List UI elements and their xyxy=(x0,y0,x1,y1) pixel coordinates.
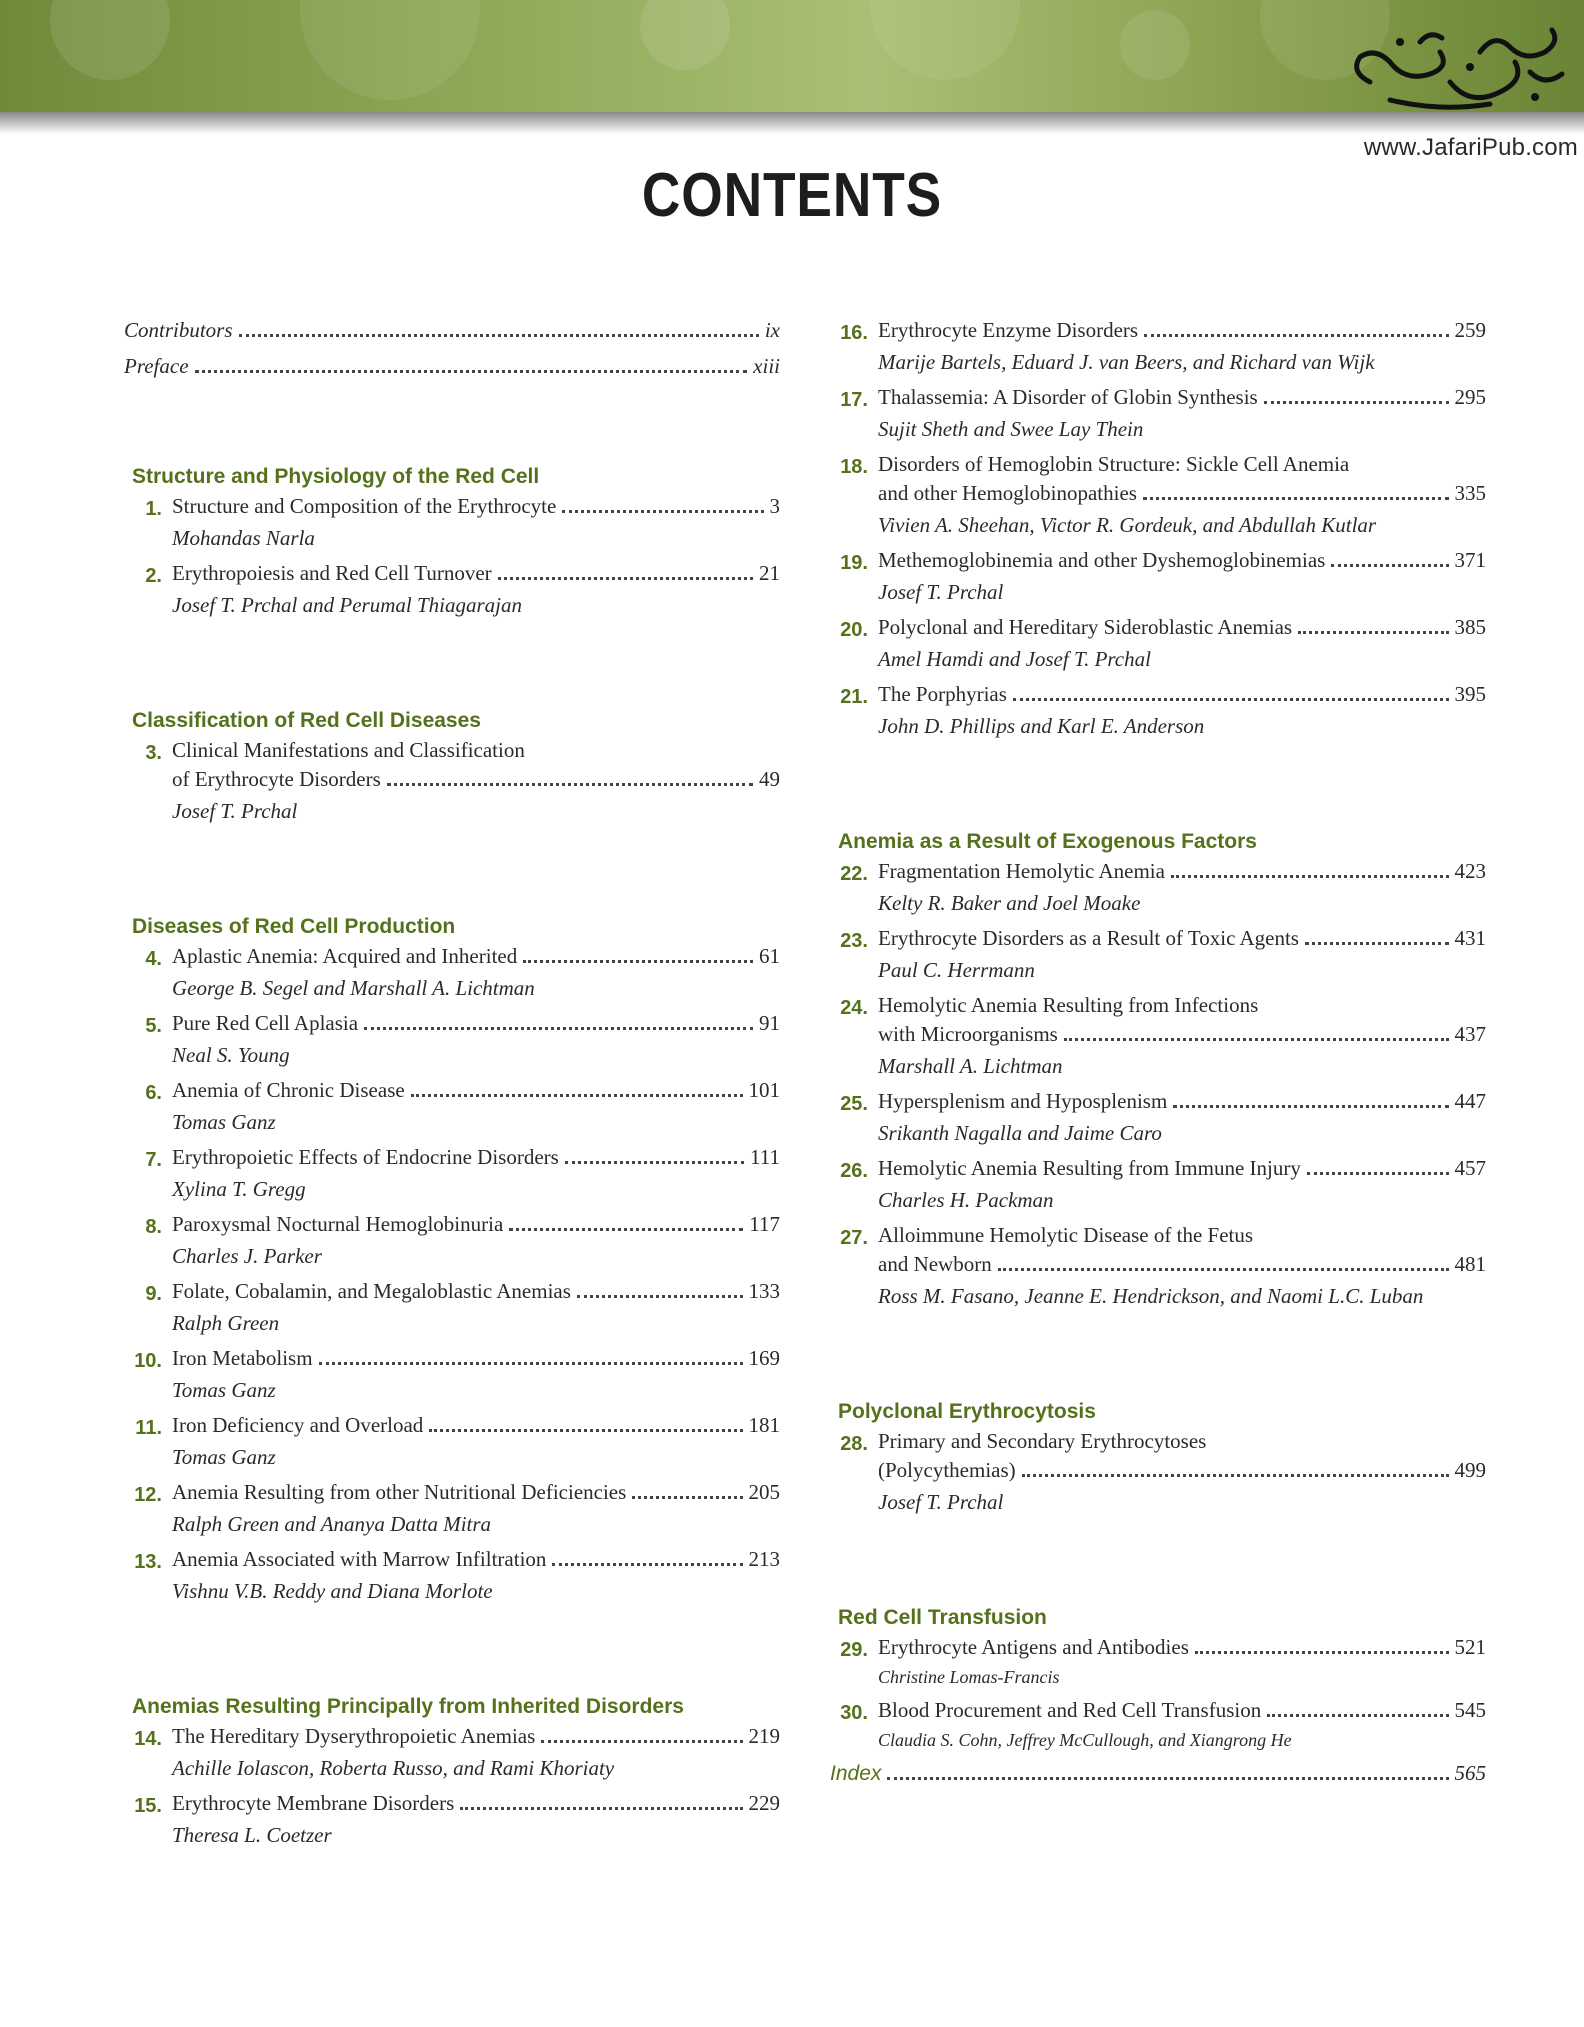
toc-entry[interactable] xyxy=(124,944,780,1011)
chapter-number: 19. xyxy=(840,552,868,574)
chapter-authors: Josef T. Prchal xyxy=(878,580,1004,604)
chapter-title: Hypersplenism and Hyposplenism xyxy=(878,1089,1168,1113)
toc-entry[interactable] xyxy=(124,494,780,561)
chapter-number: 12. xyxy=(134,1484,162,1506)
dot-leader xyxy=(887,1769,1448,1780)
front-matter-title: Preface xyxy=(124,354,189,378)
chapter-number: 18. xyxy=(840,456,868,478)
chapter-authors: Marshall A. Lichtman xyxy=(878,1054,1063,1078)
chapter-title-line[interactable] xyxy=(172,767,780,796)
chapter-title: Erythropoietic Effects of Endocrine Disorders xyxy=(172,1145,559,1169)
toc-entry[interactable] xyxy=(124,1078,780,1145)
chapter-title: Methemoglobinemia and other Dyshemoglobinemias xyxy=(878,548,1326,572)
chapter-authors: Kelty R. Baker and Joel Moake xyxy=(878,891,1141,915)
chapter-authors: Christine Lomas-Francis xyxy=(878,1667,1060,1687)
toc-entry[interactable] xyxy=(830,993,1486,1089)
section-heading: Structure and Physiology of the Red Cell xyxy=(132,465,540,488)
chapter-title-line[interactable] xyxy=(172,1413,780,1442)
page-number: 169 xyxy=(748,1346,780,1370)
chapter-title-line[interactable] xyxy=(878,859,1486,888)
dot-leader xyxy=(1305,934,1449,945)
toc-entry[interactable] xyxy=(124,561,780,628)
chapter-title: Anemia of Chronic Disease xyxy=(172,1078,405,1102)
front-matter-entry[interactable] xyxy=(124,354,780,390)
chapter-title-line[interactable] xyxy=(172,1724,780,1753)
toc-entry[interactable] xyxy=(830,1635,1486,1698)
chapter-number: 24. xyxy=(840,997,868,1019)
chapter-title: Structure and Composition of the Erythrocyte xyxy=(172,494,557,518)
dot-leader xyxy=(632,1488,742,1499)
dot-leader xyxy=(411,1086,743,1097)
chapter-title: Pure Red Cell Aplasia xyxy=(172,1011,359,1035)
chapter-number: 8. xyxy=(145,1216,162,1238)
section-heading: Classification of Red Cell Diseases xyxy=(132,709,481,732)
dot-leader xyxy=(319,1354,743,1365)
chapter-title: and other Hemoglobinopathies xyxy=(878,481,1137,505)
toc-entry[interactable] xyxy=(124,1724,780,1791)
chapter-authors: Vishnu V.B. Reddy and Diana Morlote xyxy=(172,1579,493,1603)
chapter-title: Thalassemia: A Disorder of Globin Synthesis xyxy=(878,385,1258,409)
chapter-title-line[interactable] xyxy=(172,1547,780,1576)
chapter-authors: Vivien A. Sheehan, Victor R. Gordeuk, and Abdullah Kutlar xyxy=(878,513,1377,537)
chapter-authors: Mohandas Narla xyxy=(172,526,315,550)
page-number: 437 xyxy=(1454,1022,1486,1046)
dot-leader xyxy=(509,1220,743,1231)
chapter-title: with Microorganisms xyxy=(878,1022,1058,1046)
toc-entry[interactable] xyxy=(124,1791,780,1858)
section-gap xyxy=(124,1614,780,1690)
chapter-title-line[interactable] xyxy=(878,1635,1486,1664)
chapter-authors: Charles J. Parker xyxy=(172,1244,322,1268)
toc-entry[interactable] xyxy=(124,1279,780,1346)
toc-entry[interactable] xyxy=(124,738,780,834)
toc-entry[interactable] xyxy=(124,1346,780,1413)
dot-leader xyxy=(1267,1706,1448,1717)
chapter-authors: Josef T. Prchal xyxy=(878,1490,1004,1514)
dot-leader xyxy=(1331,556,1448,567)
page-number: xiii xyxy=(753,354,780,378)
dot-leader xyxy=(498,569,753,580)
chapter-number: 11. xyxy=(135,1417,162,1439)
chapter-title-line[interactable] xyxy=(172,1011,780,1040)
chapter-authors: Achille Iolascon, Roberta Russo, and Rami Khoriaty xyxy=(172,1756,615,1780)
page-number: 521 xyxy=(1454,1635,1486,1659)
section-gap xyxy=(124,390,780,460)
chapter-title-line xyxy=(878,452,1486,481)
page-number: 259 xyxy=(1454,318,1486,342)
chapter-title-line[interactable] xyxy=(878,1022,1486,1051)
chapter-title-line xyxy=(878,1223,1486,1252)
chapter-title-line[interactable] xyxy=(172,1480,780,1509)
toc-entry[interactable] xyxy=(124,1212,780,1279)
toc-entry[interactable] xyxy=(830,1089,1486,1156)
chapter-number: 15. xyxy=(134,1795,162,1817)
chapter-number: 5. xyxy=(145,1015,162,1037)
chapter-title: Anemia Associated with Marrow Infiltration xyxy=(172,1547,547,1571)
toc-entry[interactable] xyxy=(830,615,1486,682)
chapter-title: Iron Deficiency and Overload xyxy=(172,1413,424,1437)
chapter-title-line[interactable] xyxy=(878,1089,1486,1118)
front-matter-entry[interactable] xyxy=(124,318,780,354)
chapter-authors: Amel Hamdi and Josef T. Prchal xyxy=(878,647,1151,671)
chapter-title: Fragmentation Hemolytic Anemia xyxy=(878,859,1165,883)
chapter-title-line xyxy=(172,738,780,767)
chapter-title-line[interactable] xyxy=(878,385,1486,414)
dot-leader xyxy=(387,775,753,786)
chapter-authors: Tomas Ganz xyxy=(172,1445,276,1469)
dot-leader xyxy=(1144,326,1448,337)
chapter-authors: Ralph Green xyxy=(172,1311,280,1335)
page-number: 457 xyxy=(1454,1156,1486,1180)
chapter-number: 10. xyxy=(134,1350,162,1372)
section-heading: Diseases of Red Cell Production xyxy=(132,915,456,938)
chapter-number: 27. xyxy=(840,1227,868,1249)
chapter-number: 13. xyxy=(134,1551,162,1573)
chapter-title-line[interactable] xyxy=(878,481,1486,510)
index-title: Index xyxy=(830,1762,882,1785)
section-gap xyxy=(124,834,780,910)
chapter-number: 21. xyxy=(840,686,868,708)
chapter-authors: George B. Segel and Marshall A. Lichtman xyxy=(172,976,535,1000)
banner-bubble xyxy=(640,0,730,70)
dot-leader xyxy=(552,1555,742,1566)
dot-leader xyxy=(429,1421,742,1432)
toc-entry[interactable] xyxy=(830,452,1486,548)
toc-entry[interactable] xyxy=(830,548,1486,615)
page-number: 447 xyxy=(1454,1089,1486,1113)
jafaripub-logo-icon xyxy=(1330,12,1570,130)
chapter-title-line[interactable] xyxy=(172,561,780,590)
page-number: 3 xyxy=(769,494,780,518)
banner-bubble xyxy=(50,0,170,80)
page-number: 111 xyxy=(750,1145,780,1169)
chapter-title-line[interactable] xyxy=(172,1078,780,1107)
toc-entry[interactable] xyxy=(830,1698,1486,1761)
dot-leader xyxy=(1298,623,1448,634)
front-matter-title: Contributors xyxy=(124,318,233,342)
chapter-title: Primary and Secondary Erythrocytoses xyxy=(878,1429,1207,1453)
chapter-number: 1. xyxy=(145,498,162,520)
page-number: 219 xyxy=(748,1724,780,1748)
chapter-title-line[interactable] xyxy=(878,1252,1486,1281)
chapter-number: 25. xyxy=(840,1093,868,1115)
toc-entry[interactable] xyxy=(124,1413,780,1480)
chapter-title-line[interactable] xyxy=(172,1212,780,1241)
page-number: 385 xyxy=(1454,615,1486,639)
dot-leader xyxy=(1195,1643,1449,1654)
toc-left-column xyxy=(124,318,780,1858)
toc-entry[interactable] xyxy=(124,1145,780,1212)
dot-leader xyxy=(541,1732,742,1743)
banner-bubble xyxy=(300,0,480,100)
chapter-title: Alloimmune Hemolytic Disease of the Fetus xyxy=(878,1223,1254,1247)
chapter-title-line[interactable] xyxy=(172,1346,780,1375)
chapter-title: (Polycythemias) xyxy=(878,1458,1016,1482)
dot-leader xyxy=(577,1287,743,1298)
dot-leader xyxy=(565,1153,744,1164)
toc-entry[interactable] xyxy=(830,926,1486,993)
chapter-title-line[interactable] xyxy=(878,318,1486,347)
chapter-number: 30. xyxy=(840,1702,868,1724)
dot-leader xyxy=(1064,1030,1449,1041)
chapter-authors: Sujit Sheth and Swee Lay Thein xyxy=(878,417,1144,441)
chapter-authors: Tomas Ganz xyxy=(172,1378,276,1402)
toc-entry[interactable] xyxy=(830,318,1486,385)
page-number: 61 xyxy=(759,944,780,968)
page-number: 395 xyxy=(1454,682,1486,706)
chapter-title: Erythrocyte Enzyme Disorders xyxy=(878,318,1139,342)
page-number: 565 xyxy=(1454,1761,1486,1785)
chapter-authors: Ross M. Fasano, Jeanne E. Hendrickson, and Naomi L.C. Luban xyxy=(878,1284,1424,1308)
chapter-title: Hemolytic Anemia Resulting from Immune Injury xyxy=(878,1156,1301,1180)
page-number: 423 xyxy=(1454,859,1486,883)
dot-leader xyxy=(998,1260,1449,1271)
chapter-number: 17. xyxy=(840,389,868,411)
chapter-number: 22. xyxy=(840,863,868,885)
dot-leader xyxy=(1173,1097,1448,1108)
page-number: 545 xyxy=(1454,1698,1486,1722)
chapter-title-line[interactable] xyxy=(878,1156,1486,1185)
page-number: 21 xyxy=(759,561,780,585)
page-number: ix xyxy=(764,318,780,342)
chapter-number: 20. xyxy=(840,619,868,641)
chapter-title-line[interactable] xyxy=(878,926,1486,955)
chapter-title-line[interactable] xyxy=(172,944,780,973)
chapter-title-line[interactable] xyxy=(878,1458,1486,1487)
page-number: 499 xyxy=(1454,1458,1486,1482)
toc-entry[interactable] xyxy=(830,1156,1486,1223)
chapter-number: 16. xyxy=(840,322,868,344)
chapter-number: 29. xyxy=(840,1639,868,1661)
chapter-title: and Newborn xyxy=(878,1252,992,1276)
chapter-number: 4. xyxy=(145,948,162,970)
chapter-number: 23. xyxy=(840,930,868,952)
chapter-title: Polyclonal and Hereditary Sideroblastic Anemias xyxy=(878,615,1293,639)
chapter-title-line[interactable] xyxy=(878,682,1486,711)
chapter-authors: Neal S. Young xyxy=(172,1043,290,1067)
chapter-authors: Claudia S. Cohn, Jeffrey McCullough, and Xiangrong He xyxy=(878,1730,1292,1750)
dot-leader xyxy=(195,362,748,373)
chapter-title-line[interactable] xyxy=(878,615,1486,644)
toc-right-column xyxy=(830,318,1486,1797)
chapter-title: Clinical Manifestations and Classification xyxy=(172,738,525,762)
chapter-title-line[interactable] xyxy=(172,1791,780,1820)
chapter-title: Iron Metabolism xyxy=(172,1346,313,1370)
chapter-title-line xyxy=(878,993,1486,1022)
section-heading: Anemia as a Result of Exogenous Factors xyxy=(838,830,1257,853)
chapter-title-line[interactable] xyxy=(172,1279,780,1308)
toc-entry[interactable] xyxy=(830,859,1486,926)
section-gap xyxy=(830,1525,1486,1601)
chapter-title: Disorders of Hemoglobin Structure: Sickle Cell Anemia xyxy=(878,452,1350,476)
banner-bubble xyxy=(1120,10,1190,80)
chapter-number: 7. xyxy=(145,1149,162,1171)
dot-leader xyxy=(1013,690,1449,701)
chapter-number: 6. xyxy=(145,1082,162,1104)
toc-entry[interactable] xyxy=(830,682,1486,749)
section-gap xyxy=(830,749,1486,825)
dot-leader xyxy=(523,952,753,963)
chapter-title: Anemia Resulting from other Nutritional Deficiencies xyxy=(172,1480,627,1504)
chapter-authors: Marije Bartels, Eduard J. van Beers, and Richard van Wijk xyxy=(878,350,1375,374)
chapter-title-line xyxy=(878,1429,1486,1458)
page-number: 213 xyxy=(748,1547,780,1571)
dot-leader xyxy=(1264,393,1449,404)
section-gap xyxy=(830,1319,1486,1395)
toc-entry[interactable] xyxy=(124,1547,780,1614)
site-url: www.JafariPub.com xyxy=(1363,134,1578,161)
chapter-authors: Josef T. Prchal and Perumal Thiagarajan xyxy=(172,593,522,617)
toc-entry[interactable] xyxy=(830,1429,1486,1525)
toc-entry[interactable] xyxy=(124,1011,780,1078)
chapter-number: 2. xyxy=(145,565,162,587)
chapter-title: Blood Procurement and Red Cell Transfusion xyxy=(878,1698,1262,1722)
chapter-title-line[interactable] xyxy=(878,548,1486,577)
page-number: 295 xyxy=(1454,385,1486,409)
dot-leader xyxy=(562,502,763,513)
page-number: 229 xyxy=(748,1791,780,1815)
page-number: 481 xyxy=(1454,1252,1486,1276)
dot-leader xyxy=(1143,489,1449,500)
toc-entry[interactable] xyxy=(124,1480,780,1547)
page-number: 49 xyxy=(759,767,780,791)
chapter-authors: Josef T. Prchal xyxy=(172,799,298,823)
chapter-number: 9. xyxy=(145,1283,162,1305)
chapter-title: of Erythrocyte Disorders xyxy=(172,767,381,791)
chapter-title: Paroxysmal Nocturnal Hemoglobinuria xyxy=(172,1212,504,1236)
chapter-title: The Hereditary Dyserythropoietic Anemias xyxy=(172,1724,536,1748)
section-heading: Anemias Resulting Principally from Inherited Disorders xyxy=(132,1695,684,1718)
dot-leader xyxy=(1171,867,1449,878)
chapter-number: 14. xyxy=(134,1728,162,1750)
chapter-authors: Xylina T. Gregg xyxy=(172,1177,306,1201)
section-heading: Polyclonal Erythrocytosis xyxy=(838,1400,1096,1423)
page-number: 431 xyxy=(1454,926,1486,950)
page-number: 133 xyxy=(748,1279,780,1303)
chapter-title: The Porphyrias xyxy=(878,682,1007,706)
chapter-authors: Charles H. Packman xyxy=(878,1188,1054,1212)
page-number: 117 xyxy=(749,1212,780,1236)
page-number: 101 xyxy=(748,1078,780,1102)
section-gap xyxy=(124,628,780,704)
chapter-title: Erythrocyte Disorders as a Result of Toxic Agents xyxy=(878,926,1299,950)
dot-leader xyxy=(239,326,759,337)
chapter-title: Hemolytic Anemia Resulting from Infections xyxy=(878,993,1259,1017)
chapter-authors: Ralph Green and Ananya Datta Mitra xyxy=(172,1512,492,1536)
index-entry[interactable] xyxy=(830,1761,1486,1797)
chapter-title-line[interactable] xyxy=(172,494,780,523)
chapter-number: 28. xyxy=(840,1433,868,1455)
dot-leader xyxy=(364,1019,753,1030)
chapter-title: Folate, Cobalamin, and Megaloblastic Anemias xyxy=(172,1279,571,1303)
toc-entry[interactable] xyxy=(830,385,1486,452)
chapter-authors: Paul C. Herrmann xyxy=(878,958,1035,982)
chapter-authors: Theresa L. Coetzer xyxy=(172,1823,332,1847)
dot-leader xyxy=(460,1799,742,1810)
chapter-authors: Tomas Ganz xyxy=(172,1110,276,1134)
chapter-title-line[interactable] xyxy=(172,1145,780,1174)
page-number: 181 xyxy=(748,1413,780,1437)
toc-entry[interactable] xyxy=(830,1223,1486,1319)
page-number: 205 xyxy=(748,1480,780,1504)
banner-bubble xyxy=(870,0,1020,80)
chapter-authors: John D. Phillips and Karl E. Anderson xyxy=(878,714,1205,738)
chapter-title: Aplastic Anemia: Acquired and Inherited xyxy=(172,944,518,968)
chapter-title: Erythropoiesis and Red Cell Turnover xyxy=(172,561,492,585)
section-heading: Red Cell Transfusion xyxy=(838,1606,1047,1629)
chapter-authors: Srikanth Nagalla and Jaime Caro xyxy=(878,1121,1162,1145)
page-number: 335 xyxy=(1454,481,1486,505)
page-title: CONTENTS xyxy=(641,161,943,230)
chapter-number: 26. xyxy=(840,1160,868,1182)
chapter-title-line[interactable] xyxy=(878,1698,1486,1727)
page-number: 91 xyxy=(759,1011,780,1035)
page-number: 371 xyxy=(1454,548,1486,572)
chapter-title: Erythrocyte Antigens and Antibodies xyxy=(878,1635,1189,1659)
dot-leader xyxy=(1022,1466,1449,1477)
chapter-title: Erythrocyte Membrane Disorders xyxy=(172,1791,455,1815)
dot-leader xyxy=(1307,1164,1449,1175)
chapter-number: 3. xyxy=(145,742,162,764)
